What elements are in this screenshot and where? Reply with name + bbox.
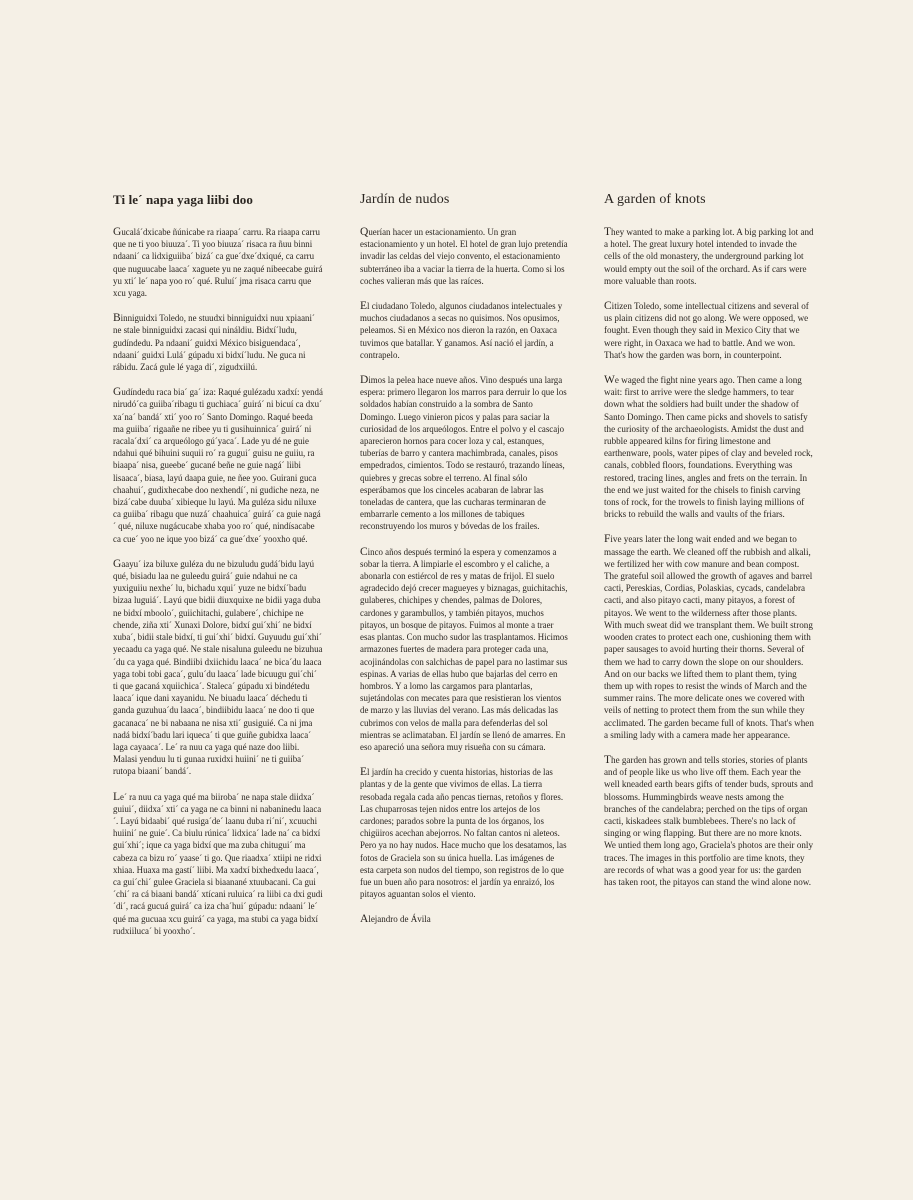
english-paragraph-5: The garden has grown and tells stories, stories of plants and of people like us who live off them. Each year the well kneaded earth bears gifts of tender buds, sprouts and blossoms. Hummingbirds weave nests among the branches of the candelabra; perched on the tips of organ cacti, kiskadees stalk bumblebees. There's no lack of singing or wing flapping. But there are no more knots. We untied them long ago, Graciela's photos are their only traces. The images in this portfolio are time knots, they are records of what was a good year for us: the garden has taken root, the pitayos can stand the wind alone now. <box>604 753 814 887</box>
english-paragraph-1: They wanted to make a parking lot. A big parking lot and a hotel. The great luxury hotel intended to invade the cells of the old monastery, the underground parking lot would empty out the soil of the orchard. As if cars were more valuable than roots. <box>604 226 814 286</box>
spanish-title: Jardín de nudos <box>360 192 450 207</box>
zapotec-paragraph-2: Binniguidxi Toledo, ne stuudxi binniguidxi nuu xpiaani´ ne stale binniguidxi zacasi qui nináldiu. Bidxí´ludu, gudíndedu. Pa ndaani´ guidxi México bisiguendaca´, ndaani´ guidxi Lulá´ gúpadu xi bidxí´ludu. Ne guca ni rábidu. Zacá gule lé yaga di´, zigudxiilú. <box>113 312 315 373</box>
spanish-paragraph-3: Dimos la pelea hace nueve años. Vino después una larga espera: primero llegaron los marros para derruir lo que los soldados habían construido a la sombra de Santo Domingo. Luego vinieron picos y palas para saciar la curiosidad de los arqueólogos. Entre el polvo y el cascajo aparecieron hornos para cocer loza y cal, estanques, tuberías de barro y cantera machimbrada, canales, pisos empedrados, cimientos. Todo se restauró, trazando líneas, quiebres y grecas sobre el terreno. Al final sólo esperábamos que los cinceles acabaran de labrar las toneladas de cantera, que las cucharas terminaran de embarrarle cemento a los millones de tabiques reconstruyendo los muros y bóvedas de los frailes. <box>360 374 567 532</box>
zapotec-paragraph-4: Gaayu´ iza biluxe guléza du ne bizuludu gudá´bidu layú qué, bisiadu laa ne guleedu guirá´ guie ndahui ne ca yuxiguiiu nexhe´ lu, bichadu xqui´ yuze ne bidxí´badu bizaa luguiá´. Layú que bidii diuxquixe ne bidii yaga duba ne bidxí mboolo´, guiichitachi, gulabere´, chichipe ne chende, ziña xti´ Xunaxi Dolore, bidxí gui´xhi´ ne bidxí xuba´, bidii stale bidxí, ti gui´xhi´ bidxí. Guyuudu gui´xhi´ yecaadu ca yaga qué. Ne stale nisaluna guleedu ne bizuhua´du ca yaga qué. Bindiibi dxiichidu laaca´ ne bica´du laaca yaga tobi tobi gaca´, gulu´du laaca´ lade bicuugu gui´chi´ ti que gacaná xquiichica´. Staleca´ gúpadu xi bindétedu laaca´ ique dani xayanidu. Ne biuadu laaca´ déchedu ti ganda guzuhua´du laaca´, bindiibidu laaca´ ne doo ti que gacanaca´ ne bi nabaana ne nisa xti´ gusiguié. Ca ni jma nadá bidxí´badu lari iqueca´ ti que guiñe gubidxa laaca´ laga cayaaca´. Le´ ra nuu ca yaga qué naze doo liibi. Malasi yenduu lu ti gunaa ruxidxi huiini´ ne ti guiiba´ rutopa biaani´ bandá´. <box>113 557 323 777</box>
english-paragraph-2: Citizen Toledo, some intellectual citizens and several of us plain citizens did not go along. We were opposed, we fought. Even though they said in Mexico City that we were right, in Oaxaca we had to battle. And we won. That's how the garden was born, in counterpoint. <box>604 300 809 360</box>
author-signature: Alejandro de Ávila <box>360 913 431 926</box>
spanish-paragraph-4: Cinco años después terminó la espera y comenzamos a sobar la tierra. A limpiarle el escombro y el caliche, a abonarla con estiércol de res y matas de frijol. El suelo agradecido dejó crecer magueyes y biznagas, guichitachis, gulaberes, chichipes y chendes, palmas de Dolores, cardones y garambullos, y también pitayos, muchos pitayos, un bosque de pitayos. Fuimos al monte a traer esas plantas. Con mucho sudor las trasplantamos. Hicimos armazones fuertes de madera para proteger cada una, acojinándolas con salchichas de papel para no lastimar sus espinas. A varias de ellas hubo que bajarlas del cerro en hombros. Y a lomo las cargamos para plantarlas, sujetándolas con mecates para que resistieran los vientos de marzo y las lluvias del verano. Las más delicadas las cubrimos con velos de malla para defenderlas del sol mientras se aclimataban. El jardín se llenó de amarres. En eso apareció una señora muy risueña con su cámara. <box>360 545 568 752</box>
english-paragraph-3: We waged the fight nine years ago. Then came a long wait: first to arrive were the sledge hammers, to tear down what the soldiers had built under the shadow of Santo Domingo. Then came picks and shovels to satisfy the curiosity of the archaeologists. Amidst the dust and rubble appeared kilns for firing limestone and earthenware, pools, water pipes of clay and beveled rock, canals, cobbled floors, foundations. Everything was restored, tracing lines, angles and frets on the terrain. In the end we just waited for the chisels to finish carving tons of rock, for the trowels to finish laying millions of bricks to rebuild the walls and vaults of the friars. <box>604 374 813 520</box>
zapotec-paragraph-5: Le´ ra nuu ca yaga qué ma biiroba´ ne napa stale diidxa´ guiui´, diidxa´ xti´ ca yaga ne ca binni ni nabaninedu laaca´. Layú bidaabi´ qué rusiga´de´ laanu duba ri´ni´, xcuuchi huiini´ ne guie´. Ca biulu rúnica´ lidxica´ lade na´ ca bidxí gui´xhi´; ique ca yaga bidxí que ma zuba chitugui´ ma cabeza ca bizu ro´ yaase´ ti go. Que riaadxa´ xtiipi ne ridxi xhiaa. Huaxa ma gastí´ liibi. Ma xadxí bixhedxedu laaca´, ca gui´chi´ gulee Graciela si biaanané xtuubacani. Ca gui´chi´ ra cá biaani bandá´ xtícani ruluica´ ra liibi ca dxi gudi´di´, racá gucuá guirá´ ca iza cha´hui´ gúpadu: ndaani´ le´ qué ma gucuaa xcu guirá´ ca yaga, ma stubi ca yaga bidxí rudxiiluca´ bi yooxho´. <box>113 790 323 936</box>
spanish-column <box>360 192 570 938</box>
english-paragraph-4: Five years later the long wait ended and we began to massage the earth. We cleaned off the rubbish and alkali, we fertilized her with cow manure and bean compost. The grateful soil allowed the growth of agaves and barrel cacti, Pereskias, Cordias, Polaskias, cycads, candelabra cacti, and also pitayo cacti, many pitayos, a forest of pitayos. We went to the wilderness after those plants. With much sweat did we transplant them. We built strong wooden crates to protect each one, cushioning them with paper sausages to avoid hurting their thorns. Several of them we had to carry down the slope on our shoulders. And on our backs we lifted them to plant them, tying them up with ropes to resist the winds of March and the summer rains. The more delicate ones we covered with veils of netting to protect them from the sun while they acclimated. The garden became full of knots. That's when a smiling lady with a camera made her appearance. <box>604 533 814 740</box>
zapotec-paragraph-3: Gudíndedu raca bia´ ga´ iza: Raqué gulézadu xadxí: yendá nirudó´ca guiiba´ribagu ti guchiaca´ guirá´ ni bicuí ca dxu´ xa´na´ bandá´ xti´ yoo ro´ Santo Domingo. Raqué beeda ma guiiba´ rigaañe ne ribee yu ti gusihuinnica´ guirá´ ni racala´dxi´ ca arqueólogo gú´yaca´. Lade yu dé ne guie ndahui qué bihuini suquii ro´ ra gugui´ guisu ne guiiu, ra biaapa´ nisa, gueebe´ gucané beñe ne guie nagá´ liibi lisaaca´, biasa, layú daapa guie, ne ñee yoo. Guirani guca chaahui´, gudixhecabe doo nexhendí´, ni gudiche neza, ne bizá´cabe duuba´ xibieque lu layú. Ma guléza sidu niluxe ca guiiba´ ribagu que nuzá´ chaahuica´ guirá´ ca guie nagá´ qué, niluxe nugácucabe xhaba yoo ro´ qué, nindísacabe ca cue´ yoo ne ique yoo bizá´ ca gue´dxe´ yooxho qué. <box>113 386 323 544</box>
zapotec-column <box>113 192 323 950</box>
zapotec-title: Ti le´ napa yaga liibi doo <box>113 192 253 207</box>
zapotec-paragraph-1: Gucalá´dxicabe ñúnicabe ra riaapa´ carru. Ra riaapa carru que ne ti yoo biuuza´. Ti yoo biuuza´ risaca ra ñuu binni ndaani´ ca lidxiguiiba´ bizá´ ca gue´dxe´dxiqué, ca carru que nuguucabe laaca´ xaguete yu ne zaqué nibeecabe guirá yu xti´ le´ napa yoo ro´ qué. Ruluí´ jma risaca carru que xcu yaga. <box>113 226 323 299</box>
english-column <box>604 192 814 901</box>
spanish-paragraph-5: El jardín ha crecido y cuenta historias, historias de las plantas y de la gente que vivimos de ellas. La tierra resobada regala cada año pencas tiernas, retoños y flores. Las chuparrosas tejen nidos entre los artejos de los cardones; parados sobre la punta de los órganos, los chigüiros acechan abejorros. No faltan cantos ni aleteos. Pero ya no hay nudos. Hace mucho que los desatamos, las fotos de Graciela son su única huella. Las imágenes de esta carpeta son nudos del tiempo, son registros de lo que fue un buen año para nosotros: el jardín ya enraizó, los pitayos aguantan solos el viento. <box>360 766 567 900</box>
spanish-paragraph-1: Querían hacer un estacionamiento. Un gran estacionamiento y un hotel. El hotel de gran lujo pretendía invadir las celdas del viejo convento, el estacionamiento subterráneo iba a vaciar la tierra de la huerta. Como si los coches valieran más que las raíces. <box>360 226 568 286</box>
english-title: A garden of knots <box>604 192 706 207</box>
spanish-paragraph-2: El ciudadano Toledo, algunos ciudadanos intelectuales y muchos ciudadanos a secas no quisimos. Nos opusimos, peleamos. Si en México nos dieron la razón, en Oaxaca tuvimos que batallar. Y ganamos. Así nació el jardín, a contrapelo. <box>360 300 563 360</box>
